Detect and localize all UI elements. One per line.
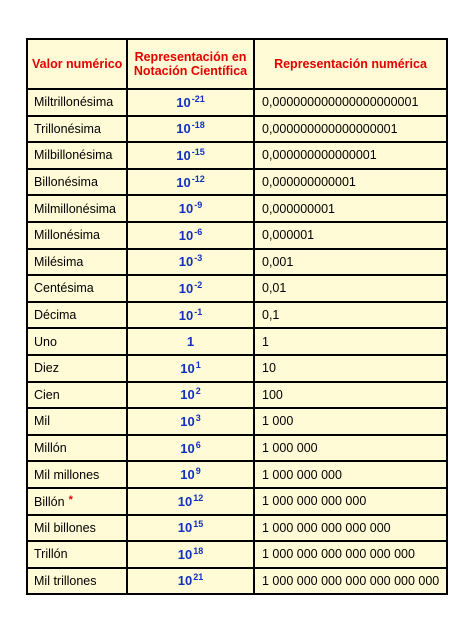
numeric-representation-cell: 1 000 000 [254, 435, 447, 462]
power-exponent: 3 [195, 412, 201, 423]
numeric-representation-cell: 1 000 000 000 000 000 000 [254, 541, 447, 568]
scientific-notation-cell [127, 541, 254, 568]
value-name-cell [27, 222, 127, 249]
scientific-notation-cell [127, 142, 254, 169]
scientific-notation-cell [127, 116, 254, 143]
power-base: 1 [186, 334, 195, 350]
numeric-representation-cell: 1 000 000 000 000 000 [254, 515, 447, 542]
value-name: Trillón [34, 547, 68, 562]
table-row [27, 249, 447, 276]
scientific-notation-cell [127, 461, 254, 488]
table-row [27, 222, 447, 249]
table-row [27, 169, 447, 196]
numeric-representation-cell: 0,000000000000000000001 [254, 89, 447, 116]
power-base: 10 [180, 467, 195, 483]
value-name-cell [27, 408, 127, 435]
table-row [27, 515, 447, 542]
value-name: Décima [34, 308, 77, 323]
value-name-cell [27, 541, 127, 568]
power-base: 10 [176, 121, 191, 137]
value-name: Milmillonésima [34, 201, 116, 216]
numeric-representation-cell: 10 [254, 355, 447, 382]
power-base: 10 [178, 307, 194, 323]
numeric-representation-cell: 0,000000000000000001 [254, 116, 447, 143]
scientific-notation-cell [127, 249, 254, 276]
table-body [27, 89, 447, 594]
table-row [27, 382, 447, 409]
numeric-representation-cell: 1 000 000 000 [254, 461, 447, 488]
scientific-notation-cell [127, 222, 254, 249]
scientific-notation-cell [127, 328, 254, 355]
power-base: 10 [180, 440, 195, 456]
table-row [27, 488, 447, 515]
power-base: 10 [177, 520, 193, 536]
numeric-representation-cell: 100 [254, 382, 447, 409]
header-notacion-cientifica: Representación en Notación Científica [127, 39, 254, 89]
power-exponent: 21 [193, 572, 204, 583]
numeric-values-table [26, 38, 448, 595]
value-name-cell [27, 461, 127, 488]
power-exponent: 6 [195, 439, 201, 450]
value-name: Miltrillonésima [34, 95, 114, 110]
scientific-notation-cell [127, 275, 254, 302]
value-name-cell [27, 195, 127, 222]
power-base: 10 [180, 387, 195, 403]
value-name-cell [27, 116, 127, 143]
scientific-notation-cell [127, 382, 254, 409]
value-name: Centésima [34, 281, 94, 296]
value-name-cell [27, 169, 127, 196]
numeric-representation-cell: 0,000001 [254, 222, 447, 249]
value-name-cell [27, 275, 127, 302]
numeric-representation-cell: 1 000 000 000 000 000 000 000 [254, 568, 447, 595]
numeric-representation-cell: 0,000000000000001 [254, 142, 447, 169]
value-name-cell [27, 515, 127, 542]
value-name: Mil millones [34, 467, 100, 482]
value-name-cell [27, 488, 127, 515]
power-exponent: 18 [193, 545, 204, 556]
value-name-cell [27, 355, 127, 382]
power-exponent: -2 [194, 279, 203, 290]
footnote-asterisk: * [68, 493, 73, 506]
value-name-cell [27, 89, 127, 116]
value-name: Milésima [34, 254, 84, 269]
numeric-representation-cell: 1 000 [254, 408, 447, 435]
value-name: Mil [34, 414, 50, 429]
scientific-notation-cell [127, 355, 254, 382]
power-base: 10 [178, 227, 194, 243]
table-row [27, 302, 447, 329]
value-name: Billón [34, 494, 65, 509]
power-exponent: -3 [194, 253, 203, 264]
scientific-notation-cell [127, 302, 254, 329]
header-valor-numerico: Valor numérico [27, 39, 127, 89]
power-base: 10 [177, 493, 193, 509]
power-base: 10 [176, 174, 191, 190]
value-name-cell [27, 435, 127, 462]
header-representacion-numerica: Representación numérica [254, 39, 447, 89]
value-name: Cien [34, 387, 60, 402]
value-name: Millonésima [34, 228, 100, 243]
numeric-representation-cell: 0,1 [254, 302, 447, 329]
numeric-values-table-container [26, 38, 446, 595]
power-base: 10 [176, 147, 191, 163]
power-base: 10 [178, 201, 194, 217]
power-base: 10 [180, 413, 195, 429]
numeric-representation-cell: 0,000000001 [254, 195, 447, 222]
value-name: Trillonésima [34, 121, 101, 136]
value-name: Billonésima [34, 175, 98, 190]
power-base: 10 [178, 280, 194, 296]
power-exponent: -21 [191, 93, 205, 104]
scientific-notation-cell [127, 435, 254, 462]
table-row [27, 142, 447, 169]
power-exponent: -18 [191, 120, 205, 131]
table-row [27, 89, 447, 116]
value-name-cell [27, 142, 127, 169]
scientific-notation-cell [127, 408, 254, 435]
table-row [27, 328, 447, 355]
power-exponent: 1 [195, 359, 201, 370]
numeric-representation-cell: 1 000 000 000 000 [254, 488, 447, 515]
scientific-notation-cell [127, 488, 254, 515]
power-exponent: 12 [193, 492, 204, 503]
power-base: 10 [178, 254, 194, 270]
power-exponent: 2 [195, 386, 201, 397]
table-row [27, 435, 447, 462]
value-name-cell [27, 382, 127, 409]
value-name-cell [27, 328, 127, 355]
value-name-cell [27, 568, 127, 595]
power-exponent: 9 [195, 466, 201, 477]
table-row [27, 568, 447, 595]
value-name: Millón [34, 441, 67, 456]
table-row [27, 541, 447, 568]
numeric-representation-cell: 0,001 [254, 249, 447, 276]
table-row [27, 275, 447, 302]
table-row [27, 461, 447, 488]
power-base: 10 [177, 573, 193, 589]
power-exponent: -9 [194, 200, 203, 211]
value-name: Mil billones [34, 520, 96, 535]
power-exponent: -6 [194, 226, 203, 237]
numeric-representation-cell: 0,01 [254, 275, 447, 302]
value-name-cell [27, 302, 127, 329]
header-row [27, 39, 447, 89]
value-name: Uno [34, 334, 57, 349]
power-exponent: -1 [194, 306, 203, 317]
table-row [27, 355, 447, 382]
table-row [27, 116, 447, 143]
value-name-cell [27, 249, 127, 276]
value-name: Milbillonésima [34, 148, 113, 163]
scientific-notation-cell [127, 515, 254, 542]
power-base: 10 [176, 94, 191, 110]
power-exponent: -15 [191, 146, 205, 157]
scientific-notation-cell [127, 195, 254, 222]
value-name: Diez [34, 361, 60, 376]
power-base: 10 [180, 360, 195, 376]
numeric-representation-cell: 1 [254, 328, 447, 355]
scientific-notation-cell [127, 568, 254, 595]
table-row [27, 408, 447, 435]
power-exponent: -12 [191, 173, 205, 184]
power-exponent: 15 [193, 519, 204, 530]
table-row [27, 195, 447, 222]
scientific-notation-cell [127, 169, 254, 196]
value-name: Mil trillones [34, 573, 97, 588]
scientific-notation-cell [127, 89, 254, 116]
numeric-representation-cell: 0,000000000001 [254, 169, 447, 196]
power-base: 10 [177, 546, 193, 562]
